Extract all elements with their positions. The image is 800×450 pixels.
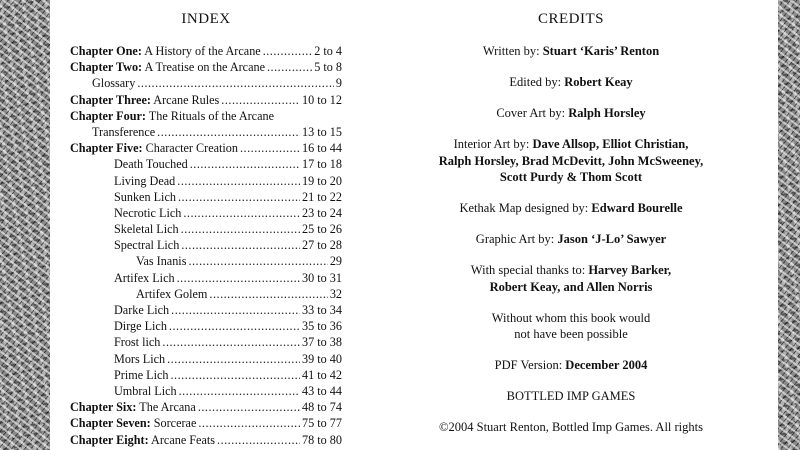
index-entry-title <box>114 189 176 205</box>
index-chapter-label: Chapter Four: <box>70 108 146 123</box>
index-entry-title <box>136 253 186 269</box>
index-entry <box>70 140 342 156</box>
index-entry-text: Glossary <box>92 76 136 91</box>
index-entry-text: A Treatise on the Arcane <box>142 60 265 75</box>
index-entry-text: A History of the Arcane <box>141 44 261 58</box>
index-entry <box>70 351 342 367</box>
dot-leader <box>188 253 327 269</box>
index-entry-text: Prime Lich <box>114 367 169 382</box>
index-page-range: 13 to 15 <box>302 124 342 139</box>
credit-cover-art: Cover Art by: Ralph Horsley <box>496 106 646 120</box>
index-entry-title <box>114 334 160 350</box>
index-chapter-label: Chapter Eight: <box>70 432 149 447</box>
index-entry <box>70 221 342 237</box>
index-entry-text: The Rituals of the Arcane <box>145 108 274 123</box>
index-entry-text: Dirge Lich <box>114 319 167 334</box>
index-entry-title <box>70 92 219 108</box>
index-entry-title <box>114 302 169 318</box>
index-entry-text: Character Creation <box>142 141 238 156</box>
index-entry-text: The Arcana <box>136 400 196 415</box>
index-entry-title <box>70 108 342 124</box>
index-entry-text: Skeletal Lich <box>114 222 179 237</box>
dot-leader <box>240 140 300 156</box>
index-entry-text: Artifex Golem <box>136 286 208 301</box>
index-entry-title <box>70 432 215 448</box>
dot-leader <box>190 156 300 172</box>
index-page-range: 48 to 74 <box>302 400 342 415</box>
dot-leader <box>167 351 300 367</box>
publisher-name: BOTTLED IMP GAMES <box>506 389 636 403</box>
index-page-range: 21 to 22 <box>302 189 342 204</box>
index-entry-text: Transference <box>92 124 156 139</box>
index-entry <box>70 334 342 350</box>
index-entry-title <box>70 43 261 59</box>
dot-leader <box>171 302 300 318</box>
copyright-notice: ©2004 Stuart Renton, Bottled Imp Games. All rights <box>439 420 703 434</box>
credit-map: Kethak Map designed by: Edward Bourelle <box>459 201 683 215</box>
index-entry-text: Sunken Lich <box>114 189 176 204</box>
index-entry-text: Living Dead <box>114 173 176 188</box>
index-entry <box>70 59 342 75</box>
dot-leader <box>177 270 300 286</box>
index-page-range: 17 to 18 <box>302 157 342 172</box>
index-entry-title <box>70 59 265 75</box>
index-page-range: 2 to 4 <box>314 44 342 58</box>
index-chapter-label: Chapter Three: <box>70 92 151 107</box>
index-entry-title <box>114 270 175 286</box>
dot-leader <box>198 399 300 415</box>
index-entry-text: Vas Inanis <box>136 254 187 269</box>
index-entry-text: Frost lich <box>114 335 161 350</box>
dot-leader <box>137 75 334 91</box>
index-entry-text: Umbral Lich <box>114 383 177 398</box>
index-entry <box>70 302 342 318</box>
index-page-range: 30 to 31 <box>302 270 342 285</box>
dot-leader <box>171 367 301 383</box>
index-page-range: 19 to 20 <box>302 173 342 188</box>
index-entry <box>70 399 342 415</box>
index-entry <box>70 318 342 334</box>
dot-leader <box>157 124 300 140</box>
index-entry <box>70 173 342 189</box>
index-page-range: 33 to 34 <box>302 303 342 317</box>
book-page <box>50 0 778 450</box>
index-entry-text: Death Touched <box>114 157 188 172</box>
index-entry-text: Arcane Rules <box>150 92 220 107</box>
credit-graphic-art: Graphic Art by: Jason ‘J-Lo’ Sawyer <box>475 232 667 246</box>
index-chapter-label: Chapter One: <box>70 44 142 58</box>
index-page-range: 78 to 80 <box>302 432 342 447</box>
dot-leader <box>198 415 300 431</box>
index-entry <box>70 237 342 253</box>
marble-border-left <box>0 0 50 450</box>
index-chapter-label: Chapter Five: <box>70 141 143 156</box>
index-page-range: 39 to 40 <box>302 351 342 366</box>
index-heading: INDEX <box>181 11 231 27</box>
index-entry <box>70 205 342 221</box>
index-entry-title <box>70 140 238 156</box>
index-chapter-label: Chapter Six: <box>70 400 137 415</box>
index-entry-title <box>92 124 155 140</box>
dot-leader <box>162 334 300 350</box>
index-entry <box>70 286 342 302</box>
index-page-range: 43 to 44 <box>302 383 342 398</box>
dot-leader <box>181 237 300 253</box>
index-entry-title <box>136 286 207 302</box>
index-page-range: 32 <box>329 286 342 301</box>
credit-pdf-version: PDF Version: December 2004 <box>494 358 648 372</box>
dot-leader <box>221 92 300 108</box>
index-entry <box>70 415 342 431</box>
index-page-range: 35 to 36 <box>302 319 342 334</box>
index-entry <box>70 108 342 124</box>
index-entry-text: Arcane Feats <box>148 432 216 447</box>
index-entry-text: Sorcerae <box>150 416 197 431</box>
index-page-range: 25 to 26 <box>302 222 342 237</box>
index-entry-text: Darke Lich <box>114 303 170 317</box>
index-list <box>70 43 342 448</box>
dot-leader <box>181 221 300 237</box>
index-entry <box>70 383 342 399</box>
credits-heading: CREDITS <box>537 11 604 27</box>
dot-leader <box>267 59 312 75</box>
credits-column <box>398 8 744 450</box>
dot-leader <box>177 173 300 189</box>
index-entry <box>70 253 342 269</box>
index-entry-title <box>114 351 165 367</box>
index-page-range: 9 <box>335 76 342 91</box>
index-entry-title <box>114 173 175 189</box>
dot-leader <box>169 318 300 334</box>
credit-without-whom: Without whom this book would not have been possible <box>491 310 651 341</box>
index-page-range: 5 to 8 <box>314 60 342 75</box>
credit-interior-art: Interior Art by: Dave Allsop, Elliot Christian, Ralph Horsley, Brad McDevitt, John McSweeney, Scott Purdy & Thom Scott <box>438 137 704 184</box>
index-entry <box>70 156 342 172</box>
index-column <box>70 8 342 448</box>
index-entry <box>70 43 342 59</box>
index-entry <box>70 189 342 205</box>
index-entry <box>70 270 342 286</box>
dot-leader <box>183 205 300 221</box>
index-entry-text: Artifex Lich <box>114 270 175 285</box>
dot-leader <box>178 189 300 205</box>
index-entry-title <box>114 205 181 221</box>
index-entry <box>70 367 342 383</box>
index-page-range: 23 to 24 <box>302 205 342 220</box>
index-entry <box>70 432 342 448</box>
index-chapter-label: Chapter Seven: <box>70 416 151 431</box>
index-entry-title <box>114 318 167 334</box>
index-entry-text: Mors Lich <box>114 351 166 366</box>
marble-border-right <box>778 0 800 450</box>
index-entry <box>70 75 342 91</box>
dot-leader <box>217 432 300 448</box>
index-page-range: 41 to 42 <box>302 367 342 382</box>
index-entry-title <box>70 399 196 415</box>
dot-leader <box>179 383 300 399</box>
index-page-range: 16 to 44 <box>302 141 342 156</box>
index-page-range: 29 <box>329 254 342 269</box>
index-entry-title <box>114 156 188 172</box>
index-entry-title <box>70 415 196 431</box>
index-entry <box>70 92 342 108</box>
index-entry-title <box>114 383 177 399</box>
index-entry-text: Necrotic Lich <box>114 205 182 220</box>
dot-leader <box>263 43 313 59</box>
index-entry-text: Spectral Lich <box>114 238 180 253</box>
index-entry-title <box>114 237 179 253</box>
index-page-range: 27 to 28 <box>302 238 342 253</box>
index-page-range: 75 to 77 <box>302 416 342 431</box>
credit-edited: Edited by: Robert Keay <box>509 75 633 89</box>
index-entry <box>70 124 342 140</box>
dot-leader <box>209 286 327 302</box>
index-entry-title <box>92 75 135 91</box>
credit-special-thanks: With special thanks to: Harvey Barker, Robert Keay, and Allen Norris <box>470 263 672 294</box>
index-page-range: 37 to 38 <box>302 335 342 350</box>
index-entry-title <box>114 367 169 383</box>
credit-written: Written by: Stuart ‘Karis’ Renton <box>482 44 660 58</box>
index-entry-title <box>114 221 179 237</box>
index-page-range: 10 to 12 <box>302 92 342 107</box>
index-chapter-label: Chapter Two: <box>70 60 143 75</box>
